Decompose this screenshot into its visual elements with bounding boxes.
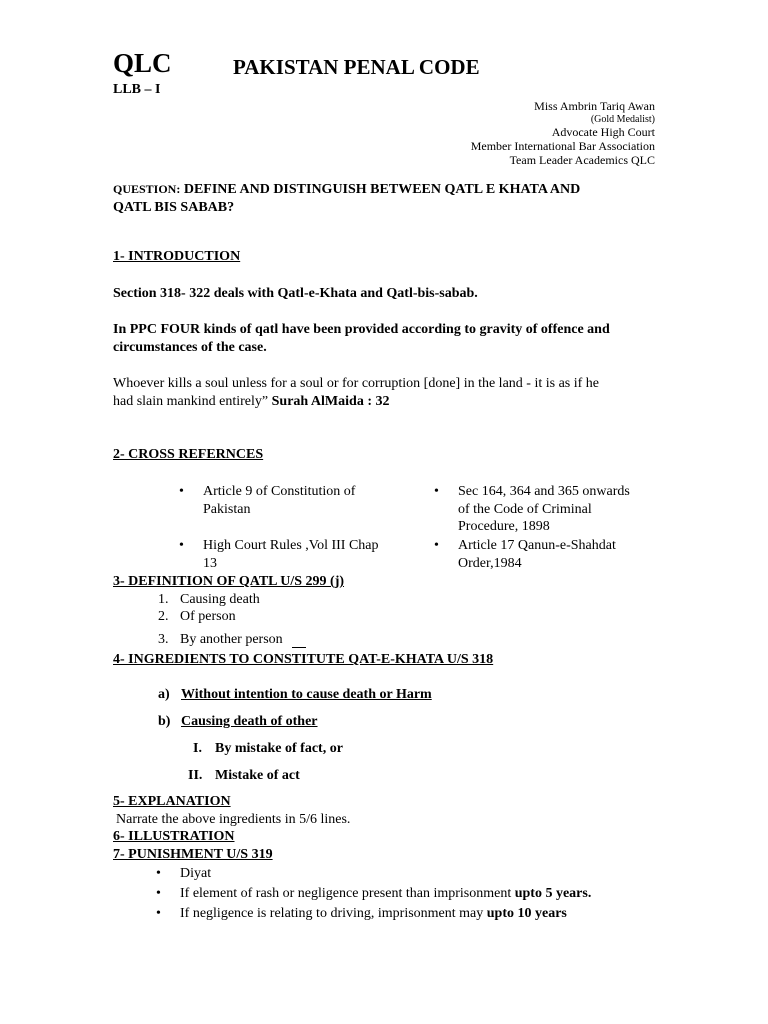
punishment-heading: 7- PUNISHMENT U/S 319 bbox=[113, 847, 273, 862]
intro-paragraph-2-line-2: circumstances of the case. bbox=[113, 340, 267, 355]
ingredient-a-text: Without intention to cause death or Harm bbox=[181, 687, 432, 702]
question-text-1: DEFINE AND DISTINGUISH BETWEEN QATL E KHATA AND bbox=[183, 182, 581, 197]
author-role-1: Advocate High Court bbox=[551, 125, 655, 139]
ingredient-i-label: I. bbox=[193, 741, 202, 756]
question-line-1 bbox=[113, 182, 580, 198]
ingredient-ii-label: II. bbox=[188, 768, 203, 783]
cross-left-item-2-line-1: • High Court Rules ,Vol III Chap bbox=[203, 538, 379, 554]
author-name: Miss Ambrin Tariq Awan bbox=[534, 99, 655, 113]
explanation-text: Narrate the above ingredients in 5/6 lines. bbox=[116, 812, 351, 827]
punishment-item-3-bold: upto 10 years bbox=[486, 906, 567, 921]
ingredient-ii-text: Mistake of act bbox=[215, 768, 300, 783]
definition-number-3: 3. bbox=[158, 632, 169, 647]
author-role-2: Member International Bar Association bbox=[470, 139, 655, 153]
ingredient-i-text: By mistake of fact, or bbox=[215, 741, 343, 756]
cross-right-item-1-line-1: • Sec 164, 364 and 365 onwards bbox=[458, 484, 630, 500]
cross-right-item-2-line-2: Order,1984 bbox=[458, 556, 522, 571]
ingredient-a-label: a) bbox=[158, 687, 170, 702]
cross-right-item-1-line-3: Procedure, 1898 bbox=[458, 519, 550, 534]
cross-heading: 2- CROSS REFERNCES bbox=[113, 447, 264, 462]
cross-left-item-1-line-1: • Article 9 of Constitution of bbox=[203, 484, 355, 500]
punishment-item-3 bbox=[180, 906, 567, 922]
punishment-item-3-text: If negligence is relating to driving, imprisonment may bbox=[180, 906, 487, 921]
definition-number-2: 2. bbox=[158, 609, 169, 624]
ingredient-b-label: b) bbox=[158, 714, 171, 729]
definition-item-1: Causing death bbox=[180, 592, 260, 607]
ingredients-heading: 4- INGREDIENTS TO CONSTITUTE QAT-E-KHATA U/S 318 bbox=[113, 652, 494, 667]
cross-left-item-2-line-2: 13 bbox=[203, 556, 217, 571]
cross-right-item-2-line-1: • Article 17 Qanun-e-Shahdat bbox=[458, 538, 616, 554]
explanation-heading: 5- EXPLANATION bbox=[113, 794, 231, 809]
cross-left-item-1-line-2: Pakistan bbox=[203, 502, 251, 517]
definition-item-3: By another person bbox=[180, 632, 283, 647]
punishment-item-1: • Diyat bbox=[180, 866, 211, 882]
author-role-3: Team Leader Academics QLC bbox=[509, 153, 655, 167]
definition-heading: 3- DEFINITION OF QATL U/S 299 (j) bbox=[113, 574, 345, 589]
page-title: PAKISTAN PENAL CODE bbox=[233, 55, 480, 79]
question-line-2: QATL BIS SABAB? bbox=[113, 200, 235, 215]
author-honor: (Gold Medalist) bbox=[590, 114, 655, 125]
illustration-heading: 6- ILLUSTRATION bbox=[113, 829, 235, 844]
punishment-item-2-text: If element of rash or negligence present than imprisonment bbox=[180, 886, 512, 901]
punishment-item-2-bold: upto 5 years. bbox=[514, 886, 592, 901]
blank-underline bbox=[292, 647, 306, 648]
definition-number-1: 1. bbox=[158, 592, 169, 607]
org-title: QLC bbox=[113, 48, 172, 78]
definition-item-2: Of person bbox=[180, 609, 236, 624]
quote-text: had slain mankind entirely” bbox=[113, 394, 269, 409]
cross-right-item-1-line-2: of the Code of Criminal bbox=[458, 502, 592, 517]
intro-paragraph-1: Section 318- 322 deals with Qatl-e-Khata and Qatl-bis-sabab. bbox=[113, 286, 478, 301]
quote-reference: Surah AlMaida : 32 bbox=[271, 394, 390, 409]
intro-heading: 1- INTRODUCTION bbox=[113, 249, 241, 264]
class-label: LLB – I bbox=[113, 82, 161, 97]
question-label: QUESTION: bbox=[113, 182, 181, 196]
quote-line-1: Whoever kills a soul unless for a soul or for corruption [done] in the land - it is as if he bbox=[113, 376, 599, 391]
ingredient-b-text: Causing death of other bbox=[181, 714, 318, 729]
punishment-item-2 bbox=[180, 886, 591, 902]
intro-paragraph-2-line-1: In PPC FOUR kinds of qatl have been provided according to gravity of offence and bbox=[113, 322, 610, 337]
quote-line-2 bbox=[113, 394, 389, 410]
